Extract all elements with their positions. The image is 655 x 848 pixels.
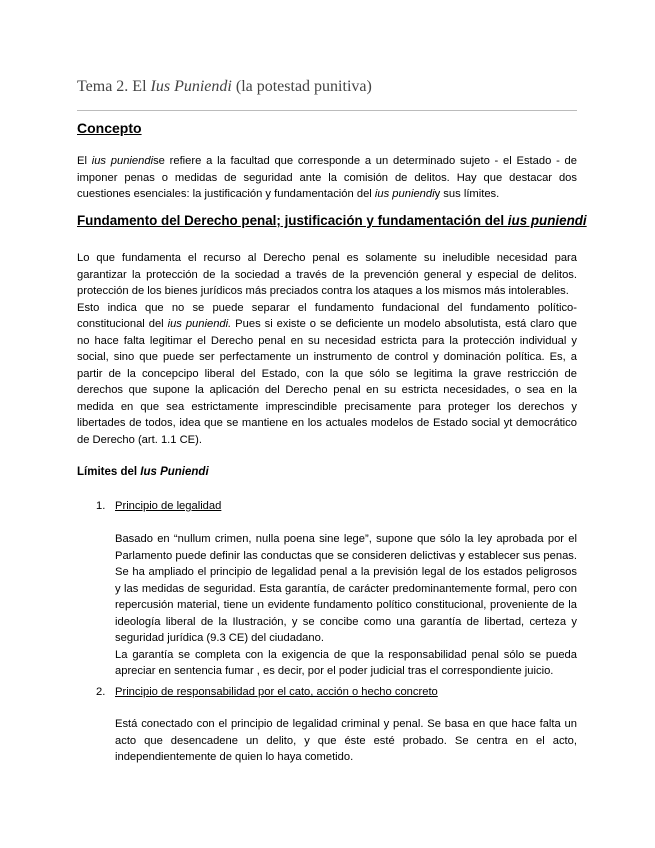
page-title: Tema 2. El Ius Puniendi (la potestad punitiva) (77, 78, 372, 95)
list-item-body: Basado en “nullum crimen, nulla poena sine lege”, supone que sólo la ley aprobada por el Parlamento puede definir las conductas que se consideren delictivas y establecer sus penas. Se ha ampliado el principio de legalidad penal a la previsión legal de los estados peligrosos y las medidas de seguridad. Esta garantía, de carácter predominantemente formal, pero con repercusión material, tiene un evidente fundamento político constitucional, proveniente de la ideología liberal de la Ilustración, y se concibe como una garantía de libertad, certeza y seguridad jurídica (9.3 CE) del ciudadano. La garantía se completa con la exigencia de que la responsabilidad penal sólo se pueda apreciar en sentencia fumar , es decir, por el poder judicial tras el correspondiente juicio. (115, 533, 577, 677)
list-item-title: Principio de responsabilidad por el cato, acción o hecho concreto (115, 686, 438, 698)
list-number: 1. (96, 500, 106, 512)
heading-fundamento: Fundamento del Derecho penal; justificación y fundamentación del ius puniendi (77, 213, 587, 228)
paragraph-concepto: El ius puniendise refiere a la facultad que corresponde a un determinado sujeto - el Estado - de imponer penas o medidas de seguridad ante la comisión de delitos. Hay que destacar dos cuestiones esenciales: la justificación y fundamentación del ius puniendiy sus límites. (77, 155, 577, 200)
list-number: 2. (96, 686, 106, 698)
heading-limites: Límites del Ius Puniendi (77, 466, 209, 478)
list-item-body: Está conectado con el principio de legalidad criminal y penal. Se basa en que hace falta un acto que desencadene un delito, y que éste esté probado. Se centra en el acto, independientemente de quien lo haya cometido. (115, 718, 577, 763)
heading-concepto: Concepto (77, 120, 142, 136)
section-fundamento (77, 250, 577, 448)
horizontal-rule (77, 110, 577, 111)
list-item-title: Principio de legalidad (115, 500, 222, 512)
paragraph-fundamento-2: Esto indica que no se puede separar el fundamento fundacional del fundamento político-constitucional del ius puniendi. Pues si existe o se deficiente un modelo absolutista, está claro que no hace falta legitimar el Derecho penal en su necesidad estricta para la protección individual y social, sino que puede ser perfectamente un instrumento de control y dominación política. Es, a partir de la concepcipo liberal del Estado, con la que sólo se legitima la grave restricción de derechos que supone la aplicación del Derecho penal en su estricta necesidades, o sea en la medida en que sea estrictamente imprescindible precisamente para proteger los derechos y libertades de todos, idea que se mantiene en los actuales modelos de Estado social yt democrático de Derecho (art. 1.1 CE). (77, 301, 577, 446)
paragraph-fundamento-1: Lo que fundamenta el recurso al Derecho penal es solamente su ineludible necesidad para garantizar la protección de la sociedad a través de la prevención general y especial de delitos. protección de los bienes jurídicos más preciados contra los ataques a los mismos más intolerables. (77, 252, 577, 297)
